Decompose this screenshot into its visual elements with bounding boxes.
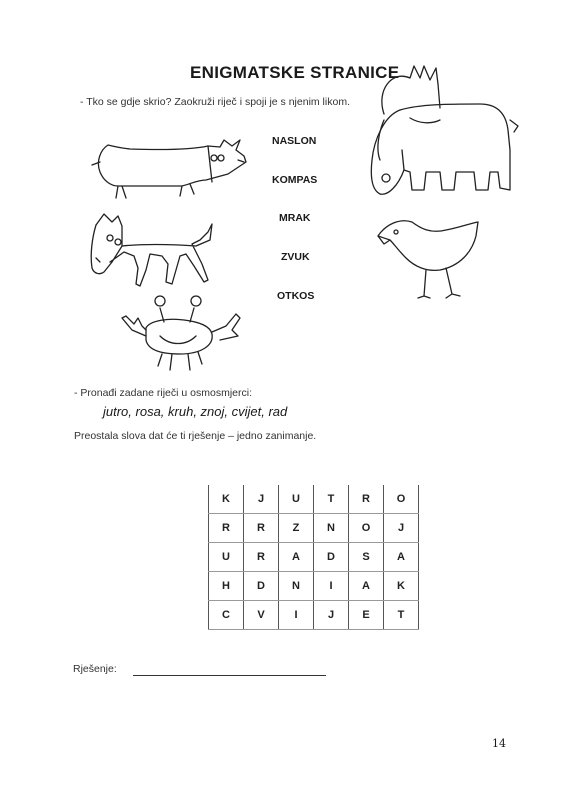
grid-cell[interactable]: R [209, 514, 244, 543]
grid-cell[interactable]: R [349, 485, 384, 514]
grid-cell[interactable]: K [384, 572, 419, 601]
crab-figure[interactable] [122, 296, 240, 370]
page-number: 14 [492, 737, 506, 750]
grid-cell[interactable]: U [209, 543, 244, 572]
grid-cell[interactable]: A [349, 572, 384, 601]
word-kompas[interactable]: KOMPAS [272, 174, 318, 186]
grid-cell[interactable]: N [279, 572, 314, 601]
page-title: ENIGMATSKE STRANICE [190, 63, 400, 82]
grid-row [209, 485, 419, 514]
solution-label: Rješenje: [73, 663, 117, 675]
grid-cell[interactable]: S [349, 543, 384, 572]
solution-answer-line[interactable] [133, 675, 326, 676]
grid-cell[interactable]: N [314, 514, 349, 543]
letter-grid [208, 485, 419, 630]
grid-cell[interactable]: J [244, 485, 279, 514]
grid-cell[interactable]: E [349, 601, 384, 630]
grid-cell[interactable]: J [314, 601, 349, 630]
grid-cell[interactable]: H [209, 572, 244, 601]
grid-cell[interactable]: R [244, 514, 279, 543]
grid-cell[interactable]: D [244, 572, 279, 601]
word-otkos[interactable]: OTKOS [277, 290, 315, 302]
grid-cell[interactable]: R [244, 543, 279, 572]
horse-figure[interactable] [91, 214, 212, 286]
grid-cell[interactable]: C [209, 601, 244, 630]
grid-cell[interactable]: O [349, 514, 384, 543]
grid-row [209, 572, 419, 601]
task2-instruction: - Pronađi zadane riječi u osmosmjerci: [74, 387, 252, 399]
bird-figure[interactable] [378, 221, 478, 298]
grid-cell[interactable]: Z [279, 514, 314, 543]
grid-cell[interactable]: A [279, 543, 314, 572]
grid-cell[interactable]: V [244, 601, 279, 630]
grid-row [209, 543, 419, 572]
grid-cell[interactable]: I [279, 601, 314, 630]
grid-cell[interactable]: T [384, 601, 419, 630]
elephant-figure[interactable] [371, 66, 518, 194]
grid-cell[interactable]: O [384, 485, 419, 514]
dog-figure[interactable] [92, 140, 246, 198]
grid-cell[interactable]: K [209, 485, 244, 514]
word-zvuk[interactable]: ZVUK [281, 251, 310, 263]
grid-cell[interactable]: A [384, 543, 419, 572]
grid-cell[interactable]: T [314, 485, 349, 514]
grid-cell[interactable]: I [314, 572, 349, 601]
grid-cell[interactable]: J [384, 514, 419, 543]
task1-instruction: - Tko se gdje skrio? Zaokruži riječ i spoji je s njenim likom. [80, 96, 350, 108]
grid-row [209, 601, 419, 630]
word-naslon[interactable]: NASLON [272, 135, 317, 147]
grid-cell[interactable]: D [314, 543, 349, 572]
grid-cell[interactable]: U [279, 485, 314, 514]
word-mrak[interactable]: MRAK [279, 212, 311, 224]
task2-word-list: jutro, rosa, kruh, znoj, cvijet, rad [103, 404, 288, 419]
grid-row [209, 514, 419, 543]
task2-note: Preostala slova dat će ti rješenje – jedno zanimanje. [74, 430, 317, 442]
